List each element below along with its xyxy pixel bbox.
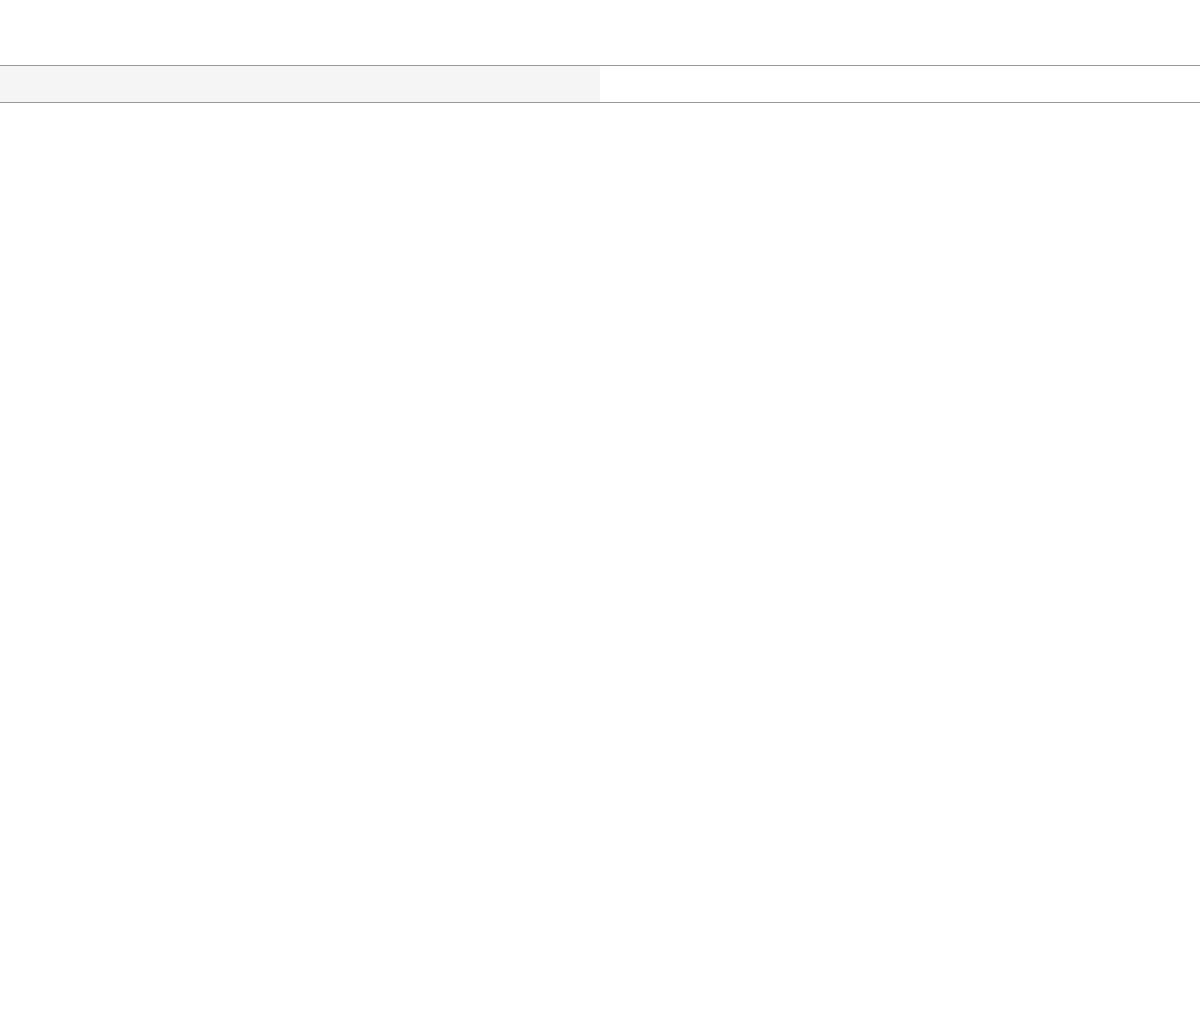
size-table-header-size	[0, 66, 600, 103]
size-table-header-one	[600, 66, 1200, 103]
size-table-header-row	[0, 66, 1200, 103]
product-info	[0, 0, 1200, 5]
size-table	[0, 65, 1200, 103]
